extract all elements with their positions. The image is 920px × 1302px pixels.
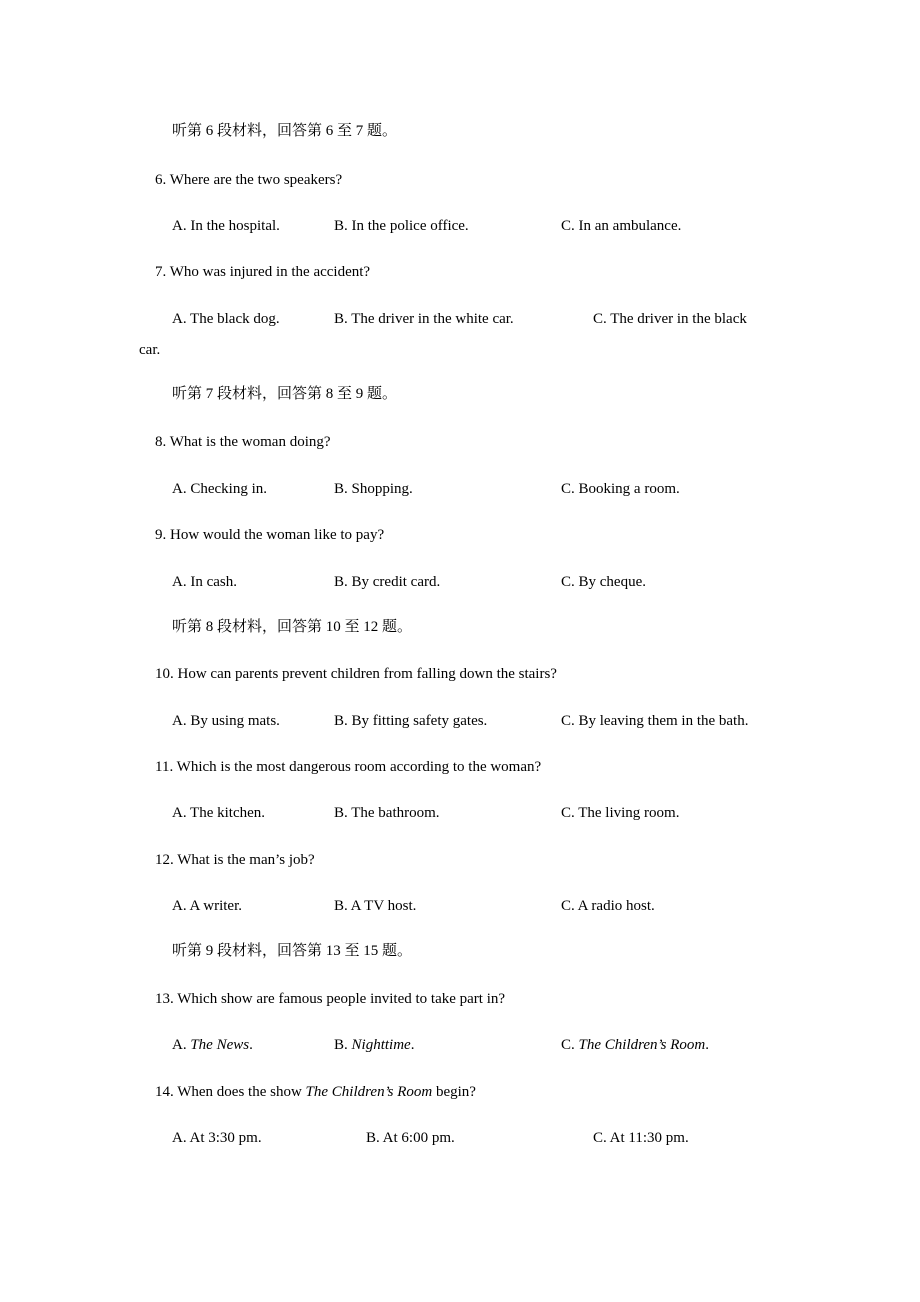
option-13c-prefix: C. [561, 1037, 579, 1053]
option-6a: A. In the hospital. [172, 218, 280, 234]
option-10c: C. By leaving them in the bath. [561, 713, 749, 729]
section-heading-8: 听第 8 段材料，回答第 10 至 12 题。 [172, 619, 413, 635]
question-14 [155, 1082, 476, 1102]
option-13a-title: The News [190, 1037, 250, 1053]
option-11c: C. The living room. [561, 805, 680, 821]
option-11b: B. The bathroom. [334, 805, 440, 821]
option-9a: A. In cash. [172, 574, 237, 590]
option-10a: A. By using mats. [172, 713, 280, 729]
option-14b: B. At 6:00 pm. [366, 1130, 455, 1146]
section-heading-9: 听第 9 段材料，回答第 13 至 15 题。 [172, 943, 413, 959]
option-12c: C. A radio host. [561, 898, 655, 914]
option-13c-title: The Children’s Room [578, 1037, 706, 1053]
option-9b: B. By credit card. [334, 574, 441, 590]
option-13c-suffix: . [705, 1037, 709, 1053]
option-11a: A. The kitchen. [172, 805, 266, 821]
option-10b: B. By fitting safety gates. [334, 713, 488, 729]
option-8a: A. Checking in. [172, 481, 267, 497]
option-13b [334, 1035, 414, 1055]
option-14c: C. At 11:30 pm. [593, 1130, 689, 1146]
option-9c: C. By cheque. [561, 574, 646, 590]
section-heading-6: 听第 6 段材料，回答第 6 至 7 题。 [172, 123, 398, 139]
question-14-suffix: begin? [432, 1084, 476, 1100]
option-7a: A. The black dog. [172, 311, 280, 327]
question-14-title: The Children’s Room [305, 1084, 433, 1100]
option-13b-suffix: . [410, 1037, 415, 1053]
option-12a: A. A writer. [172, 898, 242, 914]
option-13b-prefix: B. [334, 1037, 352, 1053]
question-14-prefix: 14. When does the show [155, 1084, 306, 1100]
question-6: 6. Where are the two speakers? [155, 172, 343, 188]
question-7: 7. Who was injured in the accident? [155, 264, 371, 280]
question-11: 11. Which is the most dangerous room according to the woman? [155, 759, 542, 775]
question-12: 12. What is the man’s job? [155, 852, 315, 868]
option-6c: C. In an ambulance. [561, 218, 682, 234]
option-7c: C. The driver in the black [593, 311, 747, 327]
option-7b: B. The driver in the white car. [334, 311, 514, 327]
option-14a: A. At 3:30 pm. [172, 1130, 262, 1146]
option-13a-suffix: . [249, 1037, 253, 1053]
option-13c [561, 1035, 709, 1055]
option-8b: B. Shopping. [334, 481, 413, 497]
option-7c-continued: car. [139, 342, 161, 358]
option-13a [172, 1035, 253, 1055]
question-13: 13. Which show are famous people invited to take part in? [155, 991, 506, 1007]
option-13a-prefix: A. [172, 1037, 191, 1053]
question-10: 10. How can parents prevent children from falling down the stairs? [155, 666, 557, 682]
option-8c: C. Booking a room. [561, 481, 680, 497]
question-8: 8. What is the woman doing? [155, 434, 331, 450]
section-heading-7: 听第 7 段材料，回答第 8 至 9 题。 [172, 386, 398, 402]
option-6b: B. In the police office. [334, 218, 469, 234]
option-12b: B. A TV host. [334, 898, 417, 914]
option-13b-title: Nighttime [351, 1037, 411, 1053]
question-9: 9. How would the woman like to pay? [155, 527, 385, 543]
